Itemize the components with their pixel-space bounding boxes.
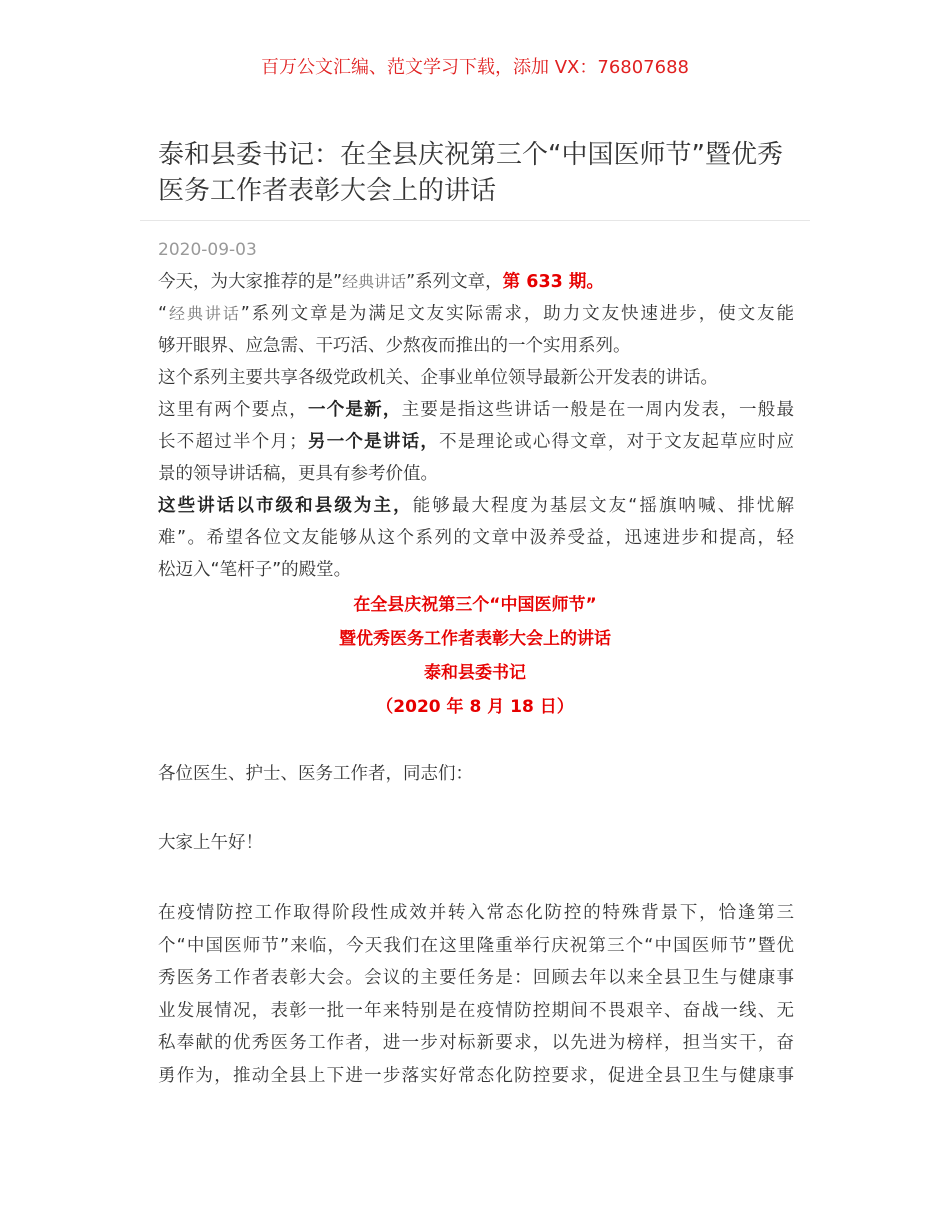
greeting: 大家上午好！ [158, 833, 263, 853]
series-name: 经典讲话 [167, 304, 241, 323]
speech-heading [0, 588, 950, 724]
salutation: 各位医生、护士、医务工作者，同志们： [158, 764, 473, 784]
bold-text: 一个是新， [307, 400, 402, 420]
bold-text: 另一个是讲话， [306, 432, 440, 452]
body-line: 私奉献的优秀医务工作者，进一步对标新要求，以先进为榜样，担当实干，奋 [158, 1033, 794, 1054]
issue-number: 第 633 期。 [502, 272, 604, 292]
text-segment: “ [158, 304, 168, 324]
heading-line: 暨优秀医务工作者表彰大会上的讲话 [339, 629, 611, 649]
body-line: 秀医务工作者表彰大会。会议的主要任务是：回顾去年以来全县卫生与健康事 [158, 968, 794, 989]
text-segment: 松迈入“笔杆子”的殿堂。 [158, 560, 352, 580]
body-line: 业发展情况，表彰一批一年来特别是在疫情防控期间不畏艰辛、奋战一线、无 [158, 1000, 794, 1021]
intro-line [158, 458, 794, 490]
body-line: 个“中国医师节”来临，今天我们在这里隆重举行庆祝第三个“中国医师节”暨优 [158, 935, 794, 956]
promo-banner: 百万公文汇编、范文学习下载，添加 VX：76807688 [261, 57, 689, 78]
intro-line [158, 298, 794, 330]
bold-text: 这些讲话以市级和县级为主， [158, 496, 413, 516]
text-segment: 能够最大程度为基层文友“摇旗呐喊、排忧解 [412, 496, 794, 516]
article-title: 泰和县委书记：在全县庆祝第三个“中国医师节”暨优秀医务工作者表彰大会上的讲话 [158, 140, 783, 206]
text-segment: 这里有两个要点， [158, 400, 308, 420]
body-line: 勇作为，推动全县上下进一步落实好常态化防控要求，促进全县卫生与健康事 [158, 1065, 794, 1086]
intro-line [158, 490, 794, 522]
text-segment: ”系列文章， [406, 272, 503, 292]
text-segment: 主要是指这些讲话一般是在一周内发表，一般最 [401, 400, 794, 420]
text-segment: 这个系列主要共享各级党政机关、企事业单位领导最新公开发表的讲话。 [158, 368, 718, 388]
intro-line [158, 394, 794, 426]
heading-author: 泰和县委书记 [424, 663, 526, 683]
text-segment: 难”。希望各位文友能够从这个系列的文章中汲养受益，迅速进步和提高，轻 [158, 528, 794, 548]
text-segment: 够开眼界、应急需、干巧活、少熬夜而推出的一个实用系列。 [158, 336, 631, 356]
text-segment: ”系列文章是为满足文友实际需求，助力文友快速进步，使文友能 [240, 304, 794, 324]
intro-line [158, 362, 794, 394]
text-segment: 不是理论或心得文章，对于文友起草应时应 [439, 432, 794, 452]
series-name: 经典讲话 [342, 272, 407, 291]
body-paragraph [158, 897, 794, 1093]
intro-line [158, 330, 794, 362]
text-segment: 今天，为大家推荐的是” [158, 272, 343, 292]
intro-line [158, 426, 794, 458]
intro-line [158, 554, 794, 586]
intro-section [158, 266, 794, 586]
text-segment: 长不超过半个月； [158, 432, 307, 452]
intro-line [158, 522, 794, 554]
title-divider [140, 220, 810, 221]
intro-line [158, 266, 794, 298]
publish-date: 2020-09-03 [158, 240, 257, 260]
heading-date: （2020 年 8 月 18 日） [376, 697, 574, 717]
heading-line: 在全县庆祝第三个“中国医师节” [353, 595, 597, 615]
body-line: 在疫情防控工作取得阶段性成效并转入常态化防控的特殊背景下，恰逢第三 [158, 903, 794, 923]
text-segment: 景的领导讲话稿，更具有参考价值。 [158, 464, 438, 484]
